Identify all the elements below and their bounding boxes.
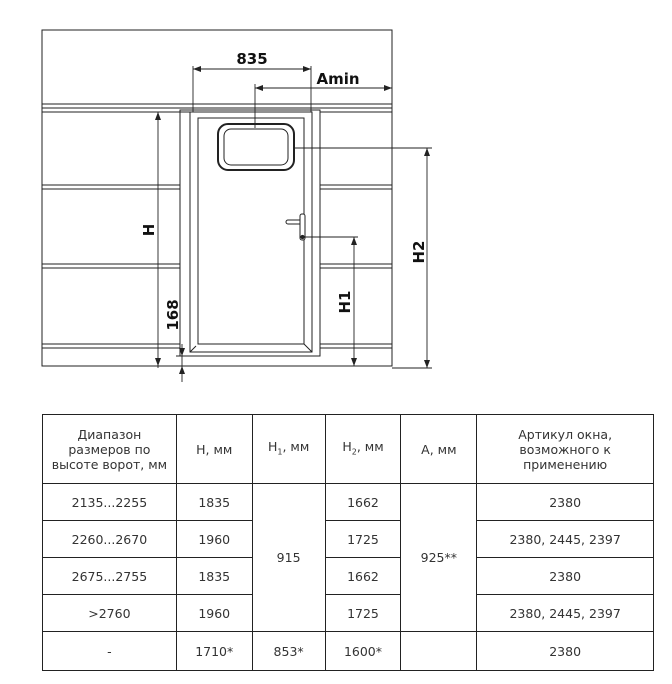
cell-h: 1710* [176,632,252,671]
cell-range: 2135...2255 [43,484,177,521]
wicket-door [180,110,320,356]
header-a: A, мм [401,415,477,484]
cell-h2: 1662 [325,484,401,521]
cell-h: 1835 [176,484,252,521]
header-range: Диапазон размеров по высоте ворот, мм [43,415,177,484]
header-article: Артикул окна, возможного к применению [477,415,654,484]
cell-h2: 1725 [325,595,401,632]
cell-article: 2380 [477,484,654,521]
cell-h: 1960 [176,521,252,558]
table-header-row [43,415,654,484]
table-row [43,558,654,595]
cell-range: >2760 [43,595,177,632]
header-h1: $H_1$, мм [252,415,325,484]
cell-article: 2380 [477,558,654,595]
cell-h: 1960 [176,595,252,632]
cell-h1: 853* [252,632,325,671]
cell-h2: 1725 [325,521,401,558]
sill-label: 168 [164,299,182,331]
table-row [43,521,654,558]
table-row [43,595,654,632]
cell-h1-merged: 915 [252,484,325,632]
width-label: 835 [236,50,268,68]
cell-range: - [43,632,177,671]
table-row [43,484,654,521]
cell-h: 1835 [176,558,252,595]
h2-label: H2 [410,240,428,264]
dim-width [193,66,311,112]
cell-a-merged: 925** [401,484,477,632]
cell-h2: 1662 [325,558,401,595]
spec-table [42,414,654,671]
cell-article: 2380 [477,632,654,671]
header-h2: $H_2$, мм [325,415,401,484]
cell-range: 2260...2670 [43,521,177,558]
h1-label: H1 [336,290,354,314]
cell-a-empty [401,632,477,671]
cell-article: 2380, 2445, 2397 [477,521,654,558]
cell-h2: 1600* [325,632,401,671]
amin-label: Amin [316,70,360,88]
cell-range: 2675...2755 [43,558,177,595]
cell-article: 2380, 2445, 2397 [477,595,654,632]
h-label: H [140,223,158,237]
header-h: H, мм [176,415,252,484]
table-row [43,632,654,671]
